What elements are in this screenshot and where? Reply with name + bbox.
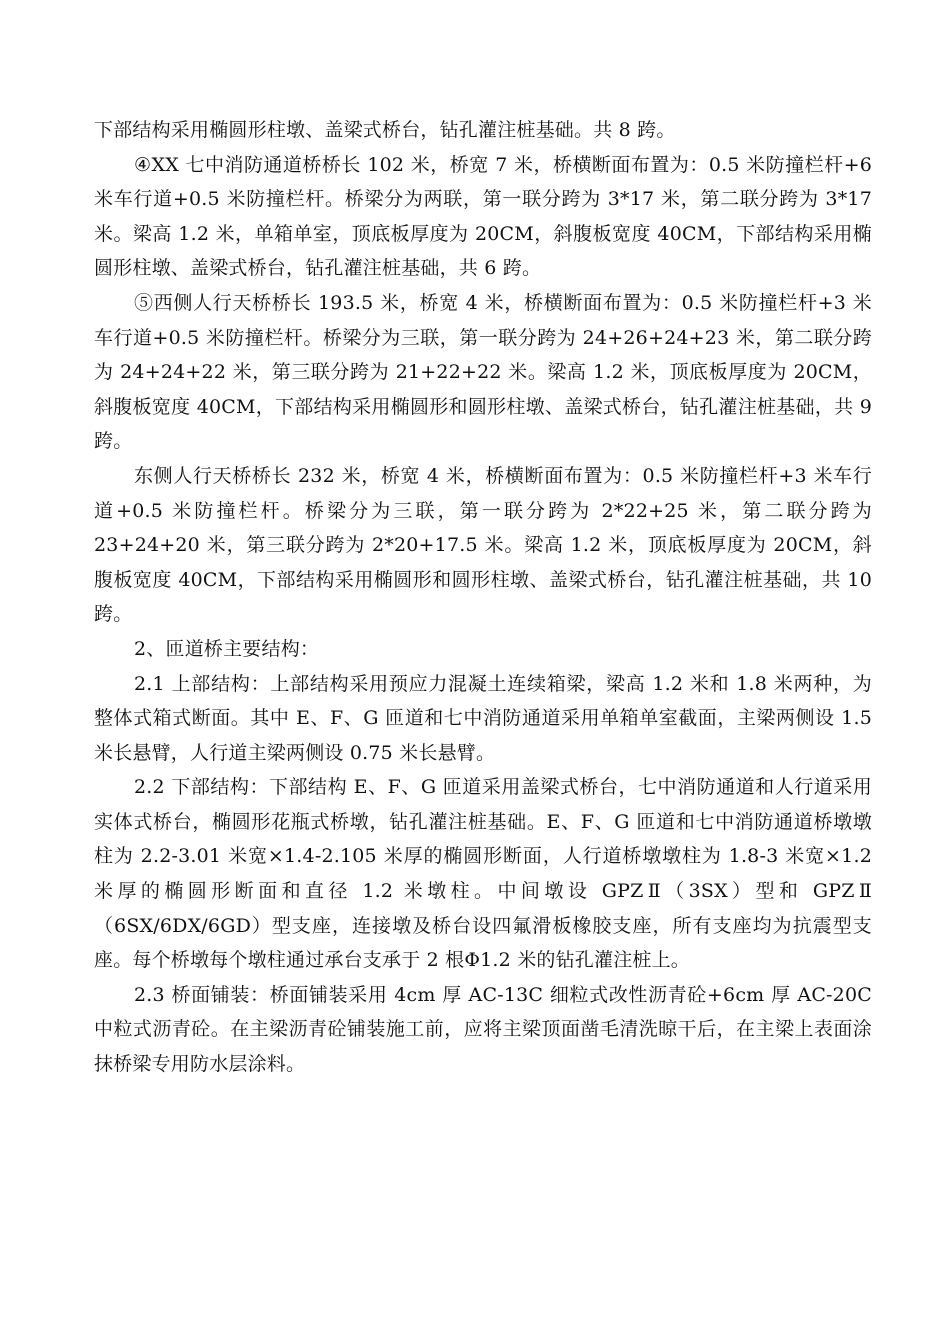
paragraph-substructure-continued: 下部结构采用椭圆形柱墩、盖梁式桥台，钻孔灌注桩基础。共 8 跨。 bbox=[94, 119, 676, 141]
paragraph-east-pedestrian-bridge: 东侧人行天桥桥长 232 米，桥宽 4 米，桥横断面布置为：0.5 米防撞栏杆+3 米车行道+0.5 米防撞栏杆。桥梁分为三联，第一联分跨为 2*22+25 米，第二联分跨为 23+24+20 米，第三联分跨为 2*20+17.5 米。梁高 1.2 米，顶底板厚度为 20CM，斜腹板宽度 40CM，下部结构采用椭圆形和圆形柱墩、盖梁式桥台，钻孔灌注桩基础，共 10 跨。 bbox=[94, 464, 872, 626]
paragraph-fire-access-bridge: ④XX 七中消防通道桥桥长 102 米，桥宽 7 米，桥横断面布置为：0.5 米防撞栏杆+6 米车行道+0.5 米防撞栏杆。桥梁分为两联，第一联分跨为 3*17 米，第二联分跨为 3*17 米。梁高 1.2 米，单箱单室，顶底板厚度为 20CM，斜腹板宽度 40CM，下部结构采用椭圆形柱墩、盖梁式桥台，钻孔灌注桩基础，共 6 跨。 bbox=[94, 153, 872, 280]
paragraph-west-pedestrian-bridge: ⑤西侧人行天桥桥长 193.5 米，桥宽 4 米，桥横断面布置为：0.5 米防撞栏杆+3 米车行道+0.5 米防撞栏杆。桥梁分为三联，第一联分跨为 24+26+24+23 米，第二联分跨为 24+24+22 米，第三联分跨为 21+22+22 米。梁高 1.2 米，顶底板厚度为 20CM，斜腹板宽度 40CM，下部结构采用椭圆形和圆形柱墩、盖梁式桥台，钻孔灌注桩基础，共 9 跨。 bbox=[94, 291, 872, 453]
paragraph-substructure: 2.2 下部结构：下部结构 E、F、G 匝道采用盖梁式桥台，七中消防通道和人行道采用实体式桥台，椭圆形花瓶式桥墩，钻孔灌注桩基础。E、F、G 匝道和七中消防通道桥墩墩柱为 2.2-3.01 米宽×1.4-2.105 米厚的椭圆形断面，人行道桥墩墩柱为 1.8-3 米宽×1.2 米厚的椭圆形断面和直径 1.2 米墩柱。中间墩设 GPZⅡ（3SX）型和 GPZⅡ（6SX/6DX/6GD）型支座，连接墩及桥台设四氟滑板橡胶支座，所有支座均为抗震型支座。每个桥墩每个墩柱通过承台支承于 2 根Φ1.2 米的钻孔灌注桩上。 bbox=[94, 776, 872, 972]
section-heading-ramp-bridge-structure: 2、匝道桥主要结构： bbox=[134, 637, 320, 660]
paragraph-superstructure: 2.1 上部结构：上部结构采用预应力混凝土连续箱梁，梁高 1.2 米和 1.8 米两种，为整体式箱式断面。其中 E、F、G 匝道和七中消防通道采用单箱单室截面，主梁两侧设 1.5 米长悬臂，人行道主梁两侧设 0.75 米长悬臂。 bbox=[94, 672, 872, 764]
paragraph-deck-pavement: 2.3 桥面铺装：桥面铺装采用 4cm 厚 AC-13C 细粒式改性沥青砼+6cm 厚 AC-20C 中粒式沥青砼。在主梁沥青砼铺装施工前，应将主梁顶面凿毛清洗晾干后，在主梁上表面涂抹桥梁专用防水层涂料。 bbox=[94, 983, 872, 1076]
document-body bbox=[94, 113, 872, 1082]
